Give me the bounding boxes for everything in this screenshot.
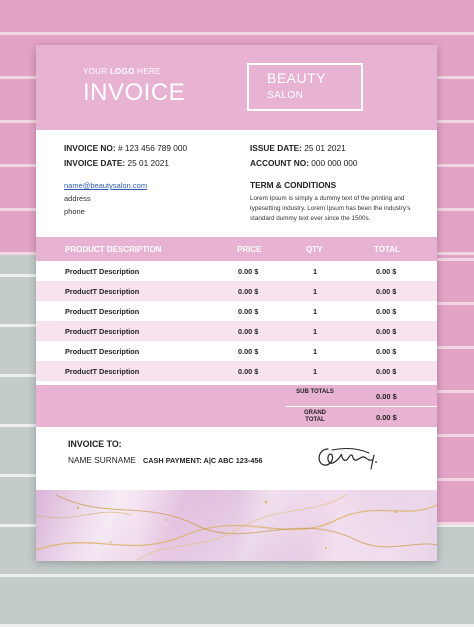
terms-heading: TERM & CONDITIONS [250,180,337,190]
table-row: ProductT Description 0.00 $ 1 0.00 $ [36,321,437,341]
table-header [36,237,437,261]
table-row: ProductT Description 0.00 $ 1 0.00 $ [65,267,397,276]
account-number: ACCOUNT NO: 000 000 000 [250,158,358,168]
subtotals-label: SUB TOTALS [296,389,334,395]
brand-line-1: BEAUTY [267,70,327,86]
header-qty: QTY [306,245,323,254]
invoice-sheet [36,45,437,561]
table-row: ProductT Description 0.00 $ 1 0.00 $ [65,347,397,356]
grandtotal-label: GRAND TOTAL [304,410,326,423]
email-link[interactable]: name@beautysalon.com [64,181,148,190]
phone-text: phone [64,207,85,216]
address-text: address [64,194,91,203]
invoice-number: INVOICE NO: # 123 456 789 000 [64,143,188,153]
header-total: TOTAL [374,245,400,254]
totals-block [36,385,437,427]
invoice-header [36,45,437,130]
invoice-title: INVOICE [83,79,186,106]
table-row: ProductT Description 0.00 $ 1 0.00 $ [65,307,397,316]
issue-date: ISSUE DATE: 25 01 2021 [250,143,346,153]
marble-decoration [36,490,437,561]
signature-icon [312,435,382,475]
gold-veins [36,490,437,561]
header-price: PRICE [237,245,262,254]
header-description: PRODUCT DESCRIPTION [65,245,162,254]
table-row: ProductT Description 0.00 $ 1 0.00 $ [36,361,437,381]
brand-line-2: SALON [267,90,304,101]
table-row: ProductT Description 0.00 $ 1 0.00 $ [36,281,437,301]
invoice-date: INVOICE DATE: 25 01 2021 [64,158,169,168]
grandtotal-value: 0.00 $ [376,413,397,422]
terms-body: Lorem Ipsum is simply a dummy text of the printing and typesetting industry. Lorem Ipsum has been the industry's standard dummy text ever since the 1500s. [250,195,411,222]
pink-brick-strip [434,255,474,525]
payment-info: CASH PAYMENT: A|C ABC 123-456 [143,456,263,465]
totals-divider [286,406,437,407]
logo-placeholder: YOUR LOGO HERE [83,67,161,76]
invoice-to-heading: INVOICE TO: [68,439,122,449]
customer-name: NAME SURNAME [68,455,136,465]
subtotals-value: 0.00 $ [376,392,397,401]
brand-box [247,63,363,111]
